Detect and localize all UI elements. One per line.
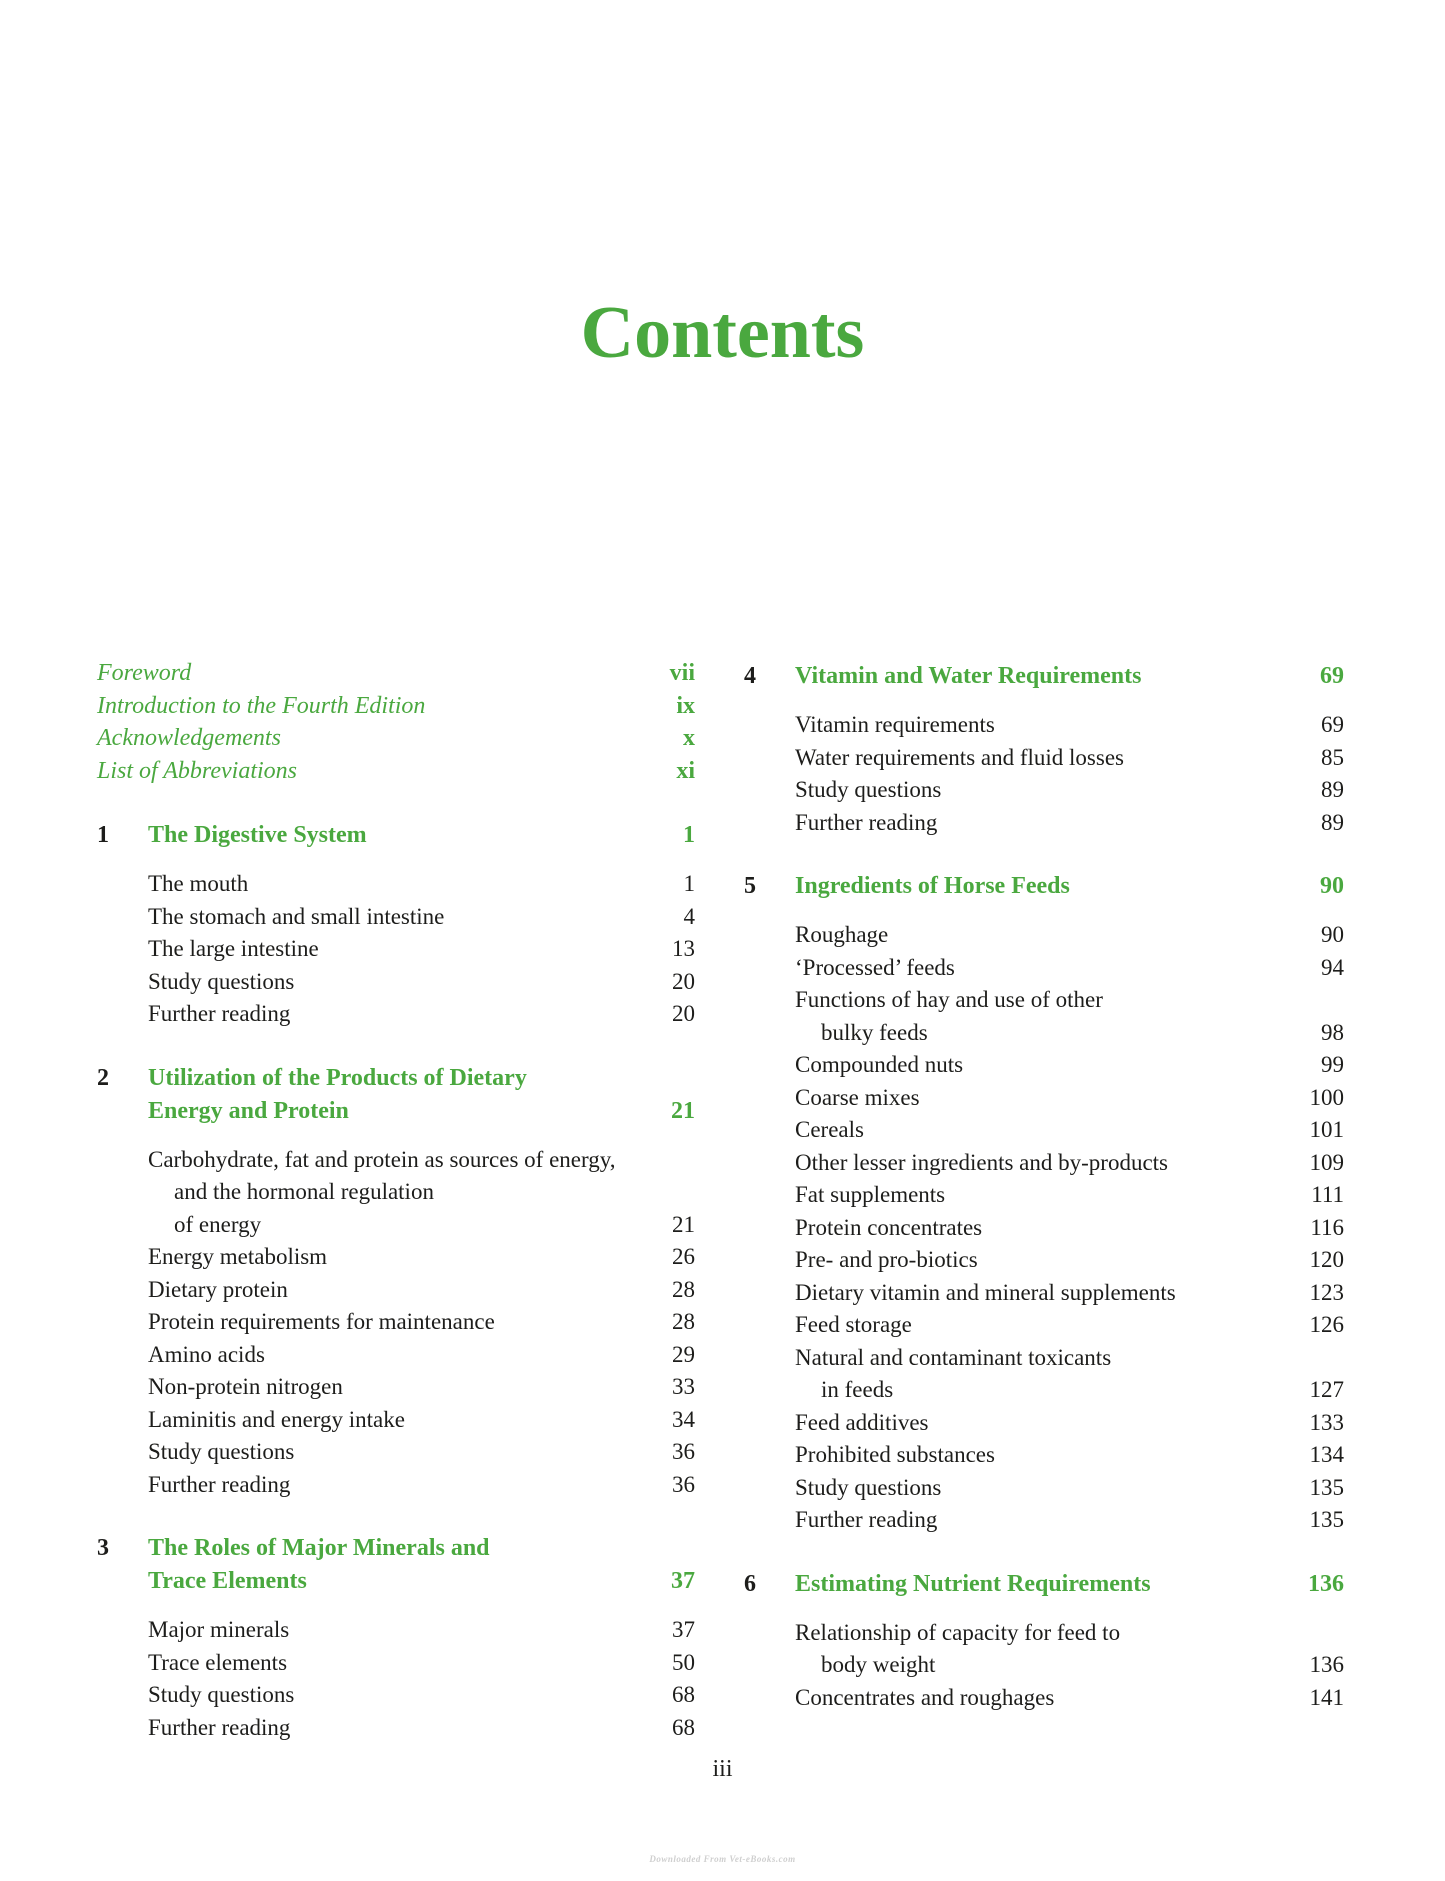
section-page: 89 [1321, 809, 1344, 835]
section-label-line: ‘Processed’ feeds [795, 954, 955, 980]
section-list [148, 1144, 695, 1502]
section-label-line: Relationship of capacity for feed to [795, 1619, 1121, 1645]
section-page: 26 [672, 1244, 695, 1269]
chapter-title-row [795, 870, 1344, 903]
section-entry[interactable] [148, 1679, 695, 1712]
front-matter-item[interactable] [97, 660, 695, 693]
section-label [148, 1436, 294, 1469]
section-label-line: Concentrates and roughages [795, 1684, 1055, 1710]
chapter-2 [97, 1062, 695, 1502]
section-entry[interactable] [795, 1682, 1344, 1715]
section-label [148, 1404, 405, 1437]
chapter-title-row [795, 1568, 1344, 1601]
section-label [795, 1309, 912, 1342]
section-label [795, 1472, 941, 1505]
chapter-heading[interactable] [744, 660, 1344, 693]
section-page: 20 [672, 1001, 695, 1026]
section-page: 134 [1309, 1442, 1344, 1467]
front-matter-label: Introduction to the Fourth Edition [97, 692, 426, 719]
section-entry[interactable] [148, 933, 695, 966]
section-entry[interactable] [795, 1212, 1344, 1245]
section-page: 135 [1309, 1474, 1344, 1500]
section-entry[interactable] [795, 1049, 1344, 1082]
section-list [795, 709, 1344, 839]
section-label [795, 1277, 1176, 1310]
section-entry[interactable] [795, 1439, 1344, 1472]
section-entry[interactable] [795, 1504, 1344, 1537]
section-entry[interactable] [795, 1472, 1344, 1505]
section-label-line: Feed additives [795, 1409, 929, 1435]
section-label-line: Study questions [795, 1474, 942, 1500]
section-label [795, 1617, 1120, 1682]
section-page: 133 [1309, 1409, 1344, 1435]
chapter-page: 37 [671, 1568, 695, 1594]
section-label-continuation: in feeds [821, 1377, 894, 1402]
section-label-line: Protein concentrates [795, 1214, 983, 1240]
section-label [795, 984, 1103, 1049]
section-page: 4 [683, 903, 695, 929]
section-label-line: The large intestine [148, 936, 319, 961]
section-page: 136 [1309, 1652, 1344, 1677]
section-page: 101 [1309, 1117, 1344, 1142]
section-label-line: Study questions [795, 777, 942, 802]
section-label-line: Vitamin requirements [795, 712, 995, 737]
section-label [795, 1682, 1054, 1715]
section-page: 1 [683, 871, 695, 896]
section-label-line: Fat supplements [795, 1182, 946, 1207]
section-label-line: Further reading [148, 1471, 291, 1497]
chapter-4 [744, 660, 1344, 839]
section-label-line: Prohibited substances [795, 1442, 995, 1467]
chapter-title [148, 819, 367, 852]
section-entry[interactable] [795, 1617, 1344, 1682]
section-page: 127 [1309, 1377, 1344, 1402]
section-entry[interactable] [795, 952, 1344, 985]
chapter-heading[interactable] [97, 1062, 695, 1128]
section-page: 141 [1309, 1684, 1344, 1710]
section-entry[interactable] [148, 1339, 695, 1372]
section-label-line: Natural and contaminant toxicants [795, 1344, 1112, 1370]
front-matter-item[interactable] [97, 725, 695, 758]
chapter-1 [97, 819, 695, 1031]
section-label [795, 807, 937, 840]
section-label-line: Compounded nuts [795, 1052, 964, 1077]
front-matter-item[interactable] [97, 758, 695, 791]
chapter-title [148, 1532, 490, 1598]
front-matter-page: xi [676, 757, 695, 784]
section-page: 50 [672, 1649, 695, 1675]
page-title: Contents [580, 292, 865, 374]
section-entry[interactable] [795, 1179, 1344, 1212]
section-label-continuation: body weight [821, 1652, 936, 1677]
section-page: 36 [672, 1471, 695, 1497]
section-label-line: Study questions [148, 968, 295, 994]
section-entry[interactable] [148, 1144, 695, 1242]
section-label-line: Carbohydrate, fat and protein as sources of energy, [148, 1146, 616, 1172]
section-label-line: Functions of hay and use of other [795, 987, 1103, 1012]
section-entry[interactable] [795, 984, 1344, 1049]
section-label [148, 1679, 294, 1712]
chapter-heading[interactable] [744, 1568, 1344, 1601]
section-label [148, 1614, 289, 1647]
section-label [795, 1147, 1168, 1180]
section-page: 28 [672, 1309, 695, 1334]
section-entry[interactable] [795, 774, 1344, 807]
front-matter-label: List of Abbreviations [97, 757, 298, 784]
front-matter-label: Acknowledgements [97, 725, 281, 751]
chapter-3 [97, 1532, 695, 1744]
section-label-line: Pre- and pro-biotics [795, 1247, 978, 1272]
section-entry[interactable] [148, 868, 695, 901]
section-entry[interactable] [148, 1469, 695, 1502]
section-entry[interactable] [795, 1342, 1344, 1407]
section-page: 68 [672, 1714, 695, 1740]
section-page: 126 [1309, 1312, 1344, 1337]
section-label [795, 952, 955, 985]
section-label [148, 933, 319, 966]
section-label [795, 1504, 937, 1537]
section-label [795, 1212, 982, 1245]
chapter-title-line: Vitamin and Water Requirements [795, 663, 1142, 689]
section-label-line: Major minerals [148, 1617, 290, 1642]
section-label [148, 1274, 288, 1307]
chapter-title [795, 1568, 1151, 1601]
section-label [148, 998, 290, 1031]
section-entry[interactable] [148, 1306, 695, 1339]
chapter-number: 2 [97, 1064, 109, 1091]
front-matter-page: vii [669, 660, 695, 686]
section-label-line: Cereals [795, 1117, 864, 1142]
chapter-page: 136 [1308, 1570, 1344, 1597]
chapter-title-row [148, 1062, 695, 1128]
section-label-line: Study questions [148, 1682, 295, 1707]
section-label [795, 1342, 1111, 1407]
section-label [795, 709, 995, 742]
section-label [148, 1371, 343, 1404]
section-page: 90 [1321, 922, 1344, 947]
section-label-line: Further reading [148, 1714, 291, 1740]
section-label [795, 774, 941, 807]
chapter-title-line: Utilization of the Products of Dietary [148, 1064, 527, 1091]
chapter-page: 21 [671, 1097, 695, 1124]
section-label [795, 1049, 963, 1082]
section-page: 85 [1321, 744, 1344, 770]
section-label-line: Trace elements [148, 1649, 288, 1675]
section-page: 28 [672, 1276, 695, 1302]
section-page: 89 [1321, 777, 1344, 802]
section-label-line: The stomach and small intestine [148, 903, 445, 929]
section-page: 13 [672, 936, 695, 961]
section-label-line: Other lesser ingredients and by-products [795, 1149, 1169, 1175]
section-label-line: Coarse mixes [795, 1084, 920, 1110]
chapter-title-row [795, 660, 1344, 693]
section-label [795, 1439, 995, 1472]
section-label-continuation: of energy [174, 1211, 262, 1237]
section-list [148, 1614, 695, 1744]
section-page: 37 [672, 1617, 695, 1642]
section-entry[interactable] [148, 998, 695, 1031]
front-matter-page: ix [676, 692, 695, 719]
section-label-line: Water requirements and fluid losses [795, 744, 1124, 770]
section-entry[interactable] [148, 901, 695, 934]
contents-column-left [97, 660, 695, 1775]
chapter-page: 69 [1320, 663, 1344, 689]
chapter-number: 3 [97, 1535, 109, 1561]
section-entry[interactable] [148, 1274, 695, 1307]
section-page: 135 [1309, 1507, 1344, 1532]
chapter-6 [744, 1568, 1344, 1715]
section-entry[interactable] [148, 1647, 695, 1680]
chapter-page: 1 [683, 822, 695, 848]
front-matter-page: x [683, 725, 695, 751]
section-label [148, 1339, 265, 1372]
section-label-line: Dietary vitamin and mineral supplements [795, 1279, 1176, 1305]
section-page: 21 [672, 1211, 695, 1237]
watermark: Downloaded From Vet-eBooks.com [649, 1854, 796, 1864]
section-label-line: Dietary protein [148, 1276, 288, 1302]
chapter-title-row [148, 1532, 695, 1598]
section-entry[interactable] [795, 1147, 1344, 1180]
section-label [148, 1469, 290, 1502]
section-label-continuation: bulky feeds [821, 1019, 928, 1045]
section-label-line: The mouth [148, 871, 249, 896]
section-label-line: Protein requirements for maintenance [148, 1309, 495, 1334]
chapter-heading[interactable] [97, 819, 695, 852]
section-entry[interactable] [148, 1614, 695, 1647]
section-label [148, 1241, 327, 1274]
section-label-line: Further reading [795, 1507, 938, 1532]
section-entry[interactable] [148, 1371, 695, 1404]
section-page: 109 [1309, 1149, 1344, 1175]
section-page: 69 [1321, 712, 1344, 737]
section-label-line: Study questions [148, 1439, 295, 1464]
section-label-line: Further reading [795, 809, 938, 835]
chapter-5 [744, 870, 1344, 1537]
section-entry[interactable] [795, 742, 1344, 775]
chapter-number: 6 [744, 1570, 756, 1597]
section-page: 36 [672, 1439, 695, 1464]
section-label-continuation: and the hormonal regulation [174, 1179, 434, 1204]
chapter-title-line: Ingredients of Horse Feeds [795, 873, 1070, 899]
chapter-title [795, 870, 1070, 903]
section-entry[interactable] [148, 1712, 695, 1745]
section-list [795, 919, 1344, 1537]
chapter-title-line: Estimating Nutrient Requirements [795, 1570, 1151, 1597]
section-page: 98 [1321, 1019, 1344, 1045]
chapter-heading[interactable] [744, 870, 1344, 903]
section-entry[interactable] [795, 1082, 1344, 1115]
section-label [148, 868, 248, 901]
section-page: 120 [1309, 1247, 1344, 1272]
section-entry[interactable] [148, 966, 695, 999]
section-label-line: Feed storage [795, 1312, 912, 1337]
section-entry[interactable] [148, 1436, 695, 1469]
section-page: 29 [672, 1341, 695, 1367]
section-label [148, 1647, 287, 1680]
section-label-line: Energy metabolism [148, 1244, 328, 1269]
section-label [148, 901, 444, 934]
chapter-title-line: The Digestive System [148, 822, 367, 848]
section-entry[interactable] [795, 1277, 1344, 1310]
section-page: 99 [1321, 1052, 1344, 1077]
section-label [795, 1244, 978, 1277]
section-page: 94 [1321, 954, 1344, 980]
chapter-number: 4 [744, 663, 756, 689]
section-label [795, 1179, 945, 1212]
section-label-line: Roughage [795, 922, 889, 947]
chapter-title-line: Energy and Protein [148, 1097, 349, 1124]
section-entry[interactable] [795, 1114, 1344, 1147]
section-label [795, 1407, 929, 1440]
section-page: 111 [1311, 1182, 1344, 1207]
section-entry[interactable] [148, 1241, 695, 1274]
chapter-title-line: The Roles of Major Minerals and [148, 1535, 490, 1561]
section-label-line: Further reading [148, 1001, 291, 1026]
section-page: 34 [672, 1406, 695, 1432]
chapter-title [148, 1062, 527, 1128]
section-entry[interactable] [148, 1404, 695, 1437]
section-page: 100 [1309, 1084, 1344, 1110]
section-label [148, 1306, 495, 1339]
page-number: iii [712, 1756, 733, 1782]
section-entry[interactable] [795, 709, 1344, 742]
section-list [795, 1617, 1344, 1715]
section-label [148, 1712, 290, 1745]
chapter-title-line: Trace Elements [148, 1568, 307, 1594]
chapter-number: 1 [97, 822, 109, 848]
chapter-heading[interactable] [97, 1532, 695, 1598]
front-matter-list [97, 660, 695, 790]
chapter-page: 90 [1320, 873, 1344, 899]
section-label-line: Non-protein nitrogen [148, 1374, 343, 1399]
section-label [795, 1114, 864, 1147]
chapter-title-row [148, 819, 695, 852]
section-page: 116 [1310, 1214, 1344, 1240]
section-label [795, 919, 888, 952]
section-entry[interactable] [795, 919, 1344, 952]
section-entry[interactable] [795, 1309, 1344, 1342]
section-label [148, 1144, 616, 1242]
chapter-number: 5 [744, 873, 756, 899]
section-label [795, 1082, 920, 1115]
section-list [148, 868, 695, 1031]
section-label-line: Laminitis and energy intake [148, 1406, 405, 1432]
section-entry[interactable] [795, 1244, 1344, 1277]
section-page: 20 [672, 968, 695, 994]
contents-column-right [744, 660, 1344, 1745]
front-matter-label: Foreword [97, 660, 192, 686]
section-label [148, 966, 294, 999]
chapter-title [795, 660, 1141, 693]
section-entry[interactable] [795, 1407, 1344, 1440]
section-label-line: Amino acids [148, 1341, 265, 1367]
section-label [795, 742, 1124, 775]
front-matter-item[interactable] [97, 693, 695, 726]
section-page: 33 [672, 1374, 695, 1399]
section-page: 68 [672, 1682, 695, 1707]
section-page: 123 [1309, 1279, 1344, 1305]
section-entry[interactable] [795, 807, 1344, 840]
